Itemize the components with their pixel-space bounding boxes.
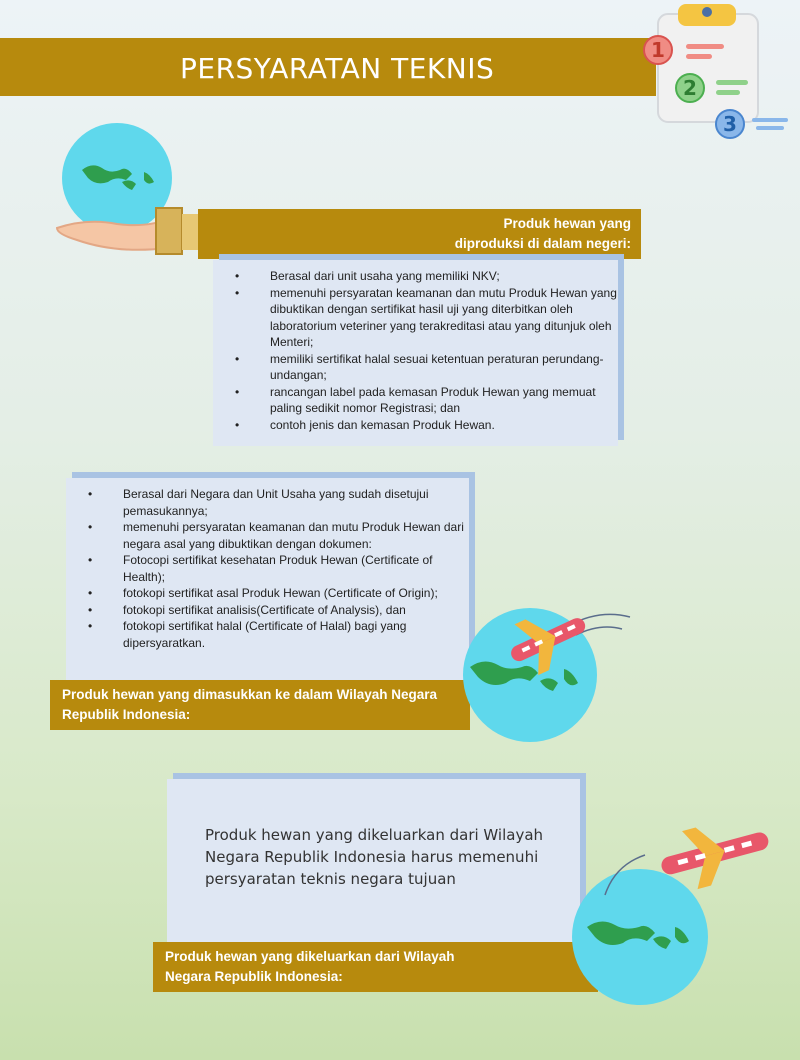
svg-text:2: 2 [683, 76, 697, 100]
list-item: • memenuhi persyaratan keamanan dan mutu Produk Hewan dari negara asal yang dibuktikan dengan dokumen: [66, 519, 469, 552]
domestic-heading-line1: Produk hewan yang [503, 216, 631, 231]
list-item: • fotokopi sertifikat halal (Certificate of Halal) bagi yang dipersyaratkan. [66, 618, 469, 651]
domestic-requirements-box [213, 260, 618, 446]
list-item: • fotokopi sertifikat analisis(Certificate of Analysis), dan [66, 602, 469, 619]
export-requirement-statement: Produk hewan yang dikeluarkan dari Wilayah Negara Republik Indonesia harus memenuhi persyaratan teknis negara tujuan [205, 826, 544, 888]
globe-in-hand-icon [52, 120, 212, 260]
list-item: • Berasal dari Negara dan Unit Usaha yang sudah disetujui pemasukannya; [66, 486, 469, 519]
import-heading-line2: Republik Indonesia: [62, 707, 191, 722]
clipboard-checklist-icon [640, 0, 800, 150]
import-requirements-box [66, 478, 469, 680]
list-item: • rancangan label pada kemasan Produk Hewan yang memuat paling sedikit nomor Registrasi; dan [213, 384, 618, 417]
export-heading-line2: Negara Republik Indonesia: [165, 969, 343, 984]
list-item: • memiliki sertifikat halal sesuai ketentuan peraturan perundang-undangan; [213, 351, 618, 384]
list-item: • contoh jenis dan kemasan Produk Hewan. [213, 417, 618, 434]
export-product-heading [153, 942, 598, 992]
import-requirements-list [66, 478, 469, 651]
export-requirements-box [167, 779, 580, 942]
svg-text:3: 3 [723, 112, 737, 136]
globe-airplane-import-icon [460, 595, 640, 745]
list-item: • Fotocopi sertifikat kesehatan Produk Hewan (Certificate of Health); [66, 552, 469, 585]
import-product-heading [50, 680, 470, 730]
domestic-requirements-list [213, 260, 618, 433]
export-heading-line1: Produk hewan yang dikeluarkan dari Wilayah [165, 949, 455, 964]
list-item: • Berasal dari unit usaha yang memiliki NKV; [213, 268, 618, 285]
import-heading-line1: Produk hewan yang dimasukkan ke dalam Wilayah Negara [62, 687, 438, 702]
list-item: • fotokopi sertifikat asal Produk Hewan (Certificate of Origin); [66, 585, 469, 602]
page-title: PERSYARATAN TEKNIS [180, 52, 495, 85]
list-item: • memenuhi persyaratan keamanan dan mutu Produk Hewan yang dibuktikan dengan sertifikat hasil uji yang diterbitkan oleh laboratorium veteriner yang terakreditasi atau yang ditunjuk oleh Menteri; [213, 285, 618, 351]
domestic-product-heading [198, 209, 641, 259]
svg-text:1: 1 [651, 38, 665, 62]
domestic-heading-line2: diproduksi di dalam negeri: [454, 236, 631, 251]
globe-airplane-export-icon [565, 815, 775, 1010]
